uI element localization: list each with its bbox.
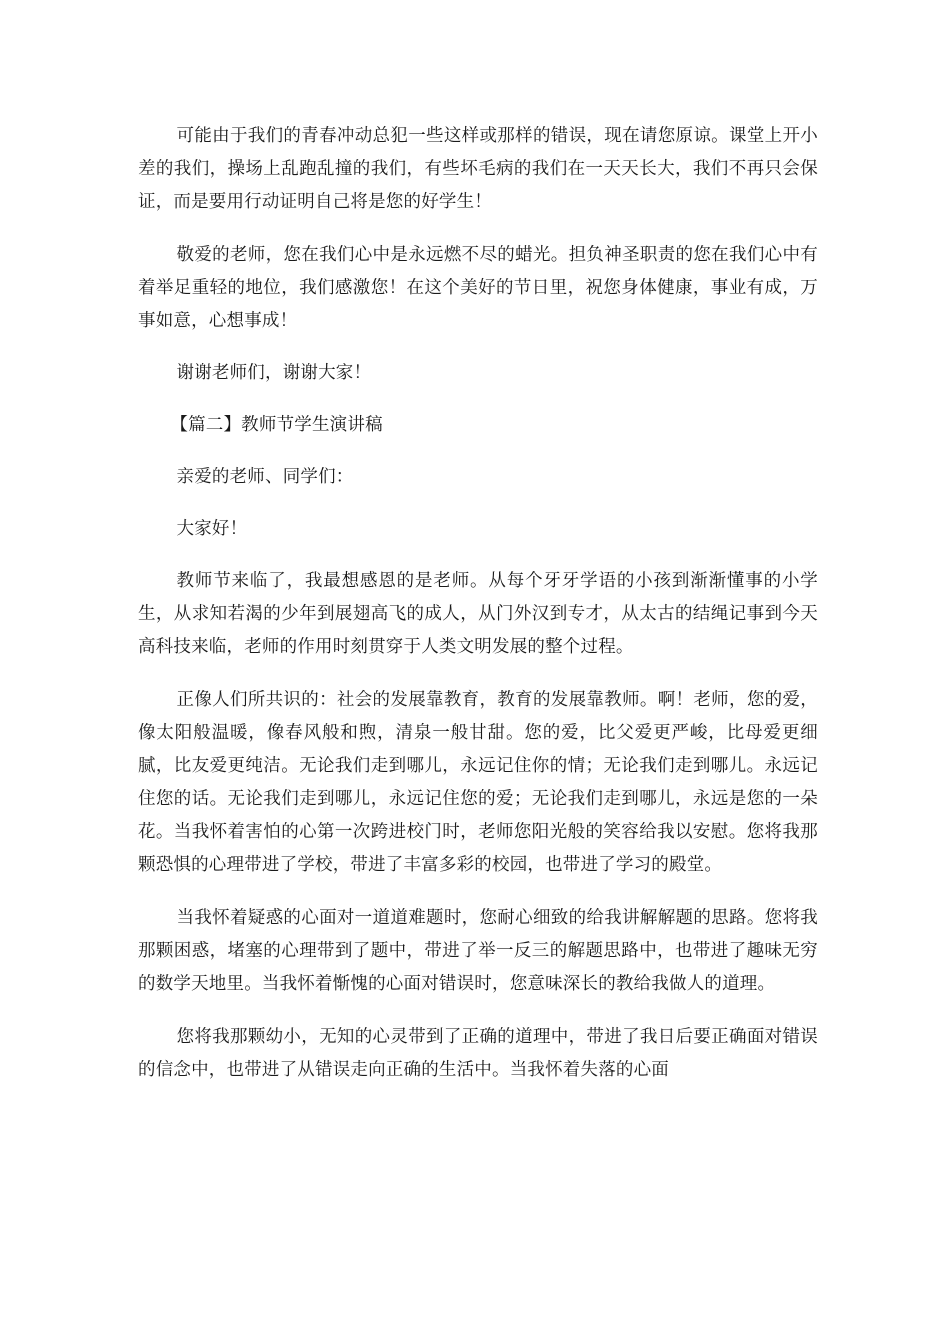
- greeting: 亲爱的老师、同学们：: [176, 467, 354, 487]
- body-paragraph-1: 教师节来临了，我最想感恩的是老师。从每个牙牙学语的小孩到渐渐懂事的小学生，从求知若渴的少年到展翅高飞的成人，从门外汉到专才，从太古的结绳记事到今天高科技来临，老师的作用时刻贯穿于人类文明发展的整个过程。: [138, 571, 818, 657]
- document-page: [138, 120, 818, 1087]
- hello: 大家好！: [176, 519, 248, 539]
- section-heading: 【篇二】教师节学生演讲稿: [170, 415, 383, 435]
- paragraph-1: 可能由于我们的青春冲动总犯一些这样或那样的错误，现在请您原谅。课堂上开小差的我们，操场上乱跑乱撞的我们，有些坏毛病的我们在一天天长大，我们不再只会保证，而是要用行动证明自己将是您的好学生！: [138, 126, 818, 212]
- body-paragraph-4: 您将我那颗幼小，无知的心灵带到了正确的道理中，带进了我日后要正确面对错误的信念中，也带进了从错误走向正确的生活中。当我怀着失落的心面: [138, 1027, 818, 1080]
- paragraph-3: 谢谢老师们，谢谢大家！: [176, 363, 372, 383]
- paragraph-2: 敬爱的老师，您在我们心中是永远燃不尽的蜡光。担负神圣职责的您在我们心中有着举足重轻的地位，我们感激您！在这个美好的节日里，祝您身体健康，事业有成，万事如意，心想事成！: [138, 245, 818, 331]
- body-paragraph-2: 正像人们所共识的：社会的发展靠教育，教育的发展靠教师。啊！老师，您的爱，像太阳般温暖，像春风般和煦，清泉一般甘甜。您的爱，比父爱更严峻，比母爱更细腻，比友爱更纯洁。无论我们走到哪儿，永远记住你的情；无论我们走到哪儿。永远记住您的话。无论我们走到哪儿，永远记住您的爱；无论我们走到哪儿，永远是您的一朵花。当我怀着害怕的心第一次跨进校门时，老师您阳光般的笑容给我以安慰。您将我那颗恐惧的心理带进了学校，带进了丰富多彩的校园，也带进了学习的殿堂。: [138, 690, 818, 875]
- body-paragraph-3: 当我怀着疑惑的心面对一道道难题时，您耐心细致的给我讲解解题的思路。您将我那颗困惑，堵塞的心理带到了题中，带进了举一反三的解题思路中，也带进了趣味无穷的数学天地里。当我怀着惭愧的心面对错误时，您意味深长的教给我做人的道理。: [138, 908, 818, 994]
